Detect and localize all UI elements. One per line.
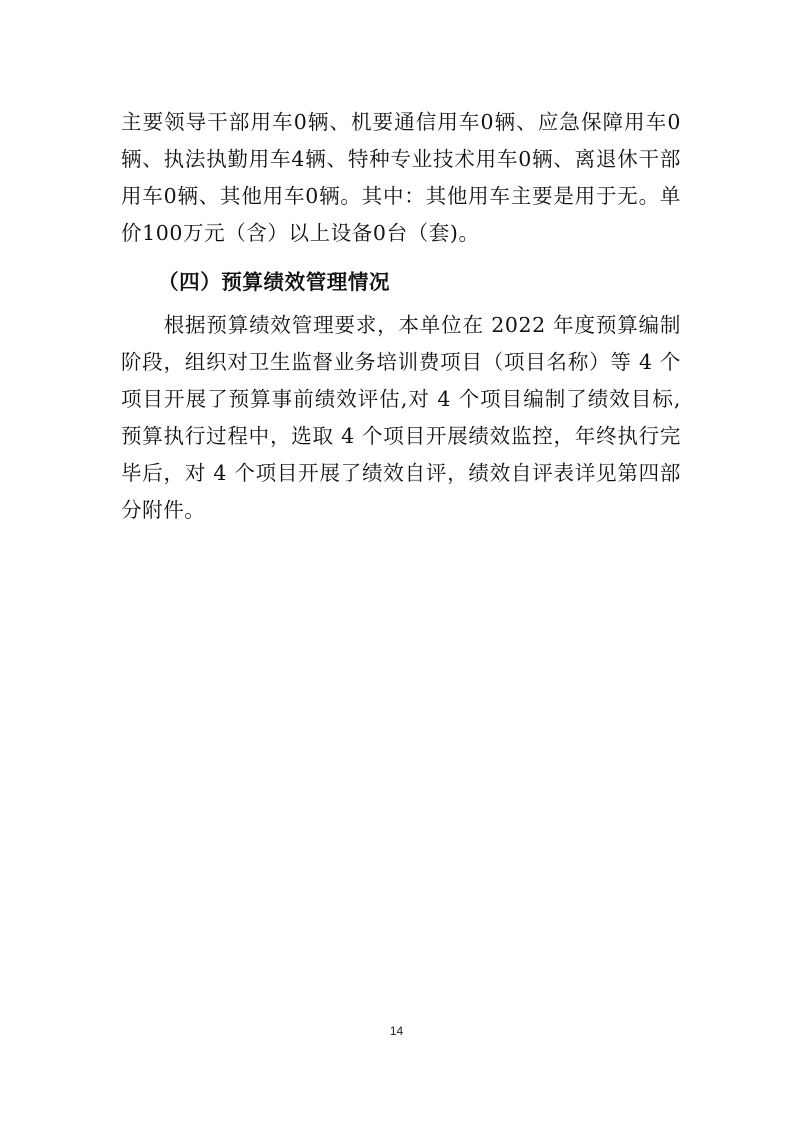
paragraph-line: 根据预算绩效管理要求，本单位在 2022 年度预算编制 [121,313,681,337]
paragraph-line: 毕后，对 4 个项目开展了绩效自评，绩效自评表详见第四部 [121,461,681,485]
paragraph-line: 价100万元（含）以上设备0台（套)。 [121,221,480,245]
paragraph-performance [121,307,681,529]
paragraph-line: 项目开展了预算事前绩效评估,对 4 个项目编制了绩效目标, [121,387,681,411]
paragraph-vehicles [121,104,681,252]
paragraph-line: 阶段，组织对卫生监督业务培训费项目（项目名称）等 4 个 [121,350,681,374]
page-number: 14 [389,1024,404,1038]
paragraph-line: 预算执行过程中，选取 4 个项目开展绩效监控，年终执行完 [121,424,681,448]
paragraph-line: 辆、执法执勤用车4辆、特种专业技术用车0辆、离退休干部 [121,147,681,171]
paragraph-line: 用车0辆、其他用车0辆。其中：其他用车主要是用于无。单 [121,184,681,208]
paragraph-line: 主要领导干部用车0辆、机要通信用车0辆、应急保障用车0 [121,110,681,134]
paragraph-line: 分附件。 [121,498,206,522]
section-heading: （四）预算绩效管理情况 [158,270,391,294]
